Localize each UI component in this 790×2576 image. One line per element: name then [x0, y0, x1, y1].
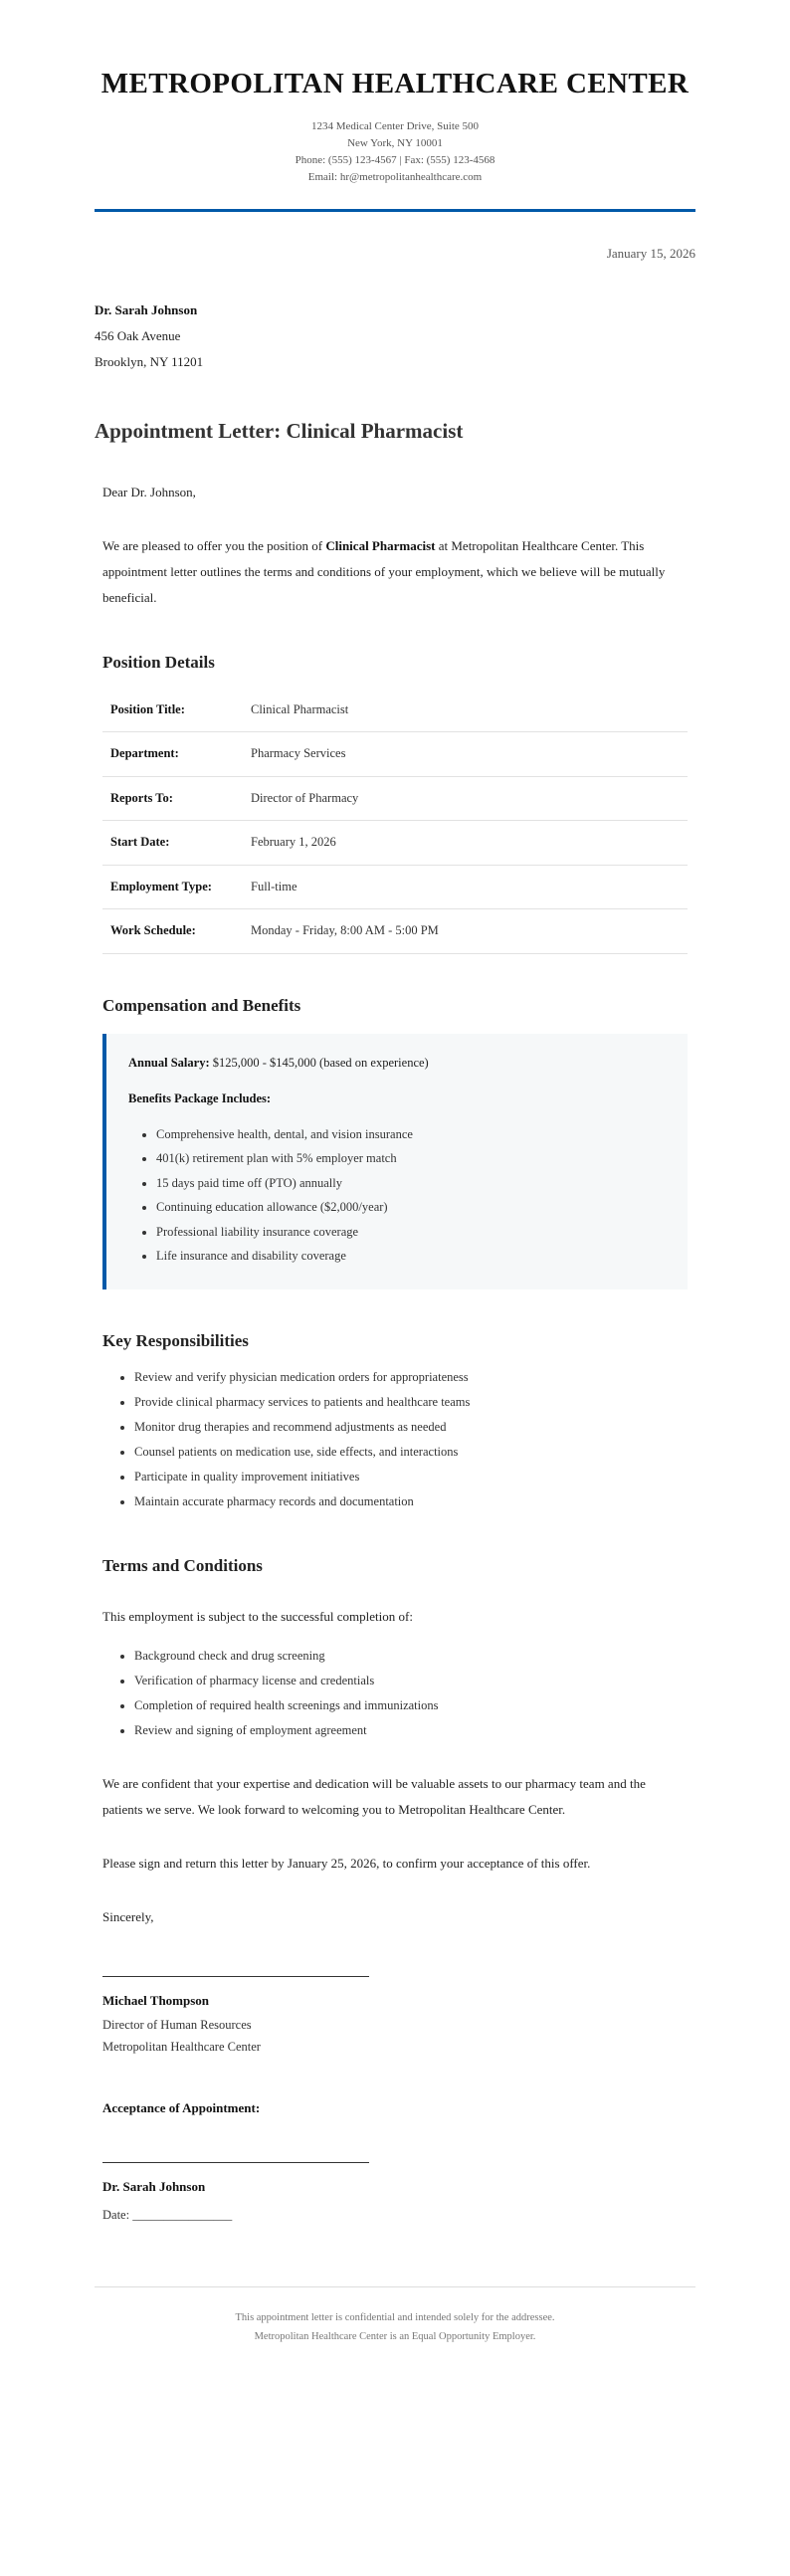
section-heading-position-details: Position Details [102, 652, 215, 672]
footer-eeo-notice: Metropolitan Healthcare Center is an Equal Opportunity Employer. [254, 2330, 536, 2342]
detail-label: Reports To: [102, 776, 243, 821]
signature-block [102, 1976, 688, 2059]
recipient-address-block [95, 297, 735, 375]
table-row [102, 909, 688, 954]
recipient-city-state-zip: Brooklyn, NY 11201 [95, 353, 204, 369]
address-line-1: 1234 Medical Center Drive, Suite 500 [310, 120, 480, 133]
benefits-package-label-text: Benefits Package Includes: [128, 1091, 272, 1106]
intro-text-part-1: We are pleased to offer you the position of [102, 537, 326, 553]
salutation: Dear Dr. Johnson, [102, 484, 196, 499]
letter-date: January 15, 2026 [606, 245, 695, 261]
detail-value: Clinical Pharmacist [243, 689, 688, 732]
benefits-list [128, 1122, 666, 1268]
detail-label: Employment Type: [102, 865, 243, 909]
detail-label: Work Schedule: [102, 909, 243, 954]
responsibilities-list [102, 1365, 688, 1514]
intro-paragraph [102, 533, 688, 611]
letterhead [55, 40, 735, 187]
list-item: • Life insurance and disability coverage [156, 1244, 666, 1268]
terms-intro-paragraph: This employment is subject to the successful completion of: [102, 1609, 413, 1625]
section-heading-responsibilities: Key Responsibilities [102, 1331, 249, 1351]
position-details-table [102, 689, 688, 954]
detail-value: Director of Pharmacy [243, 776, 688, 821]
table-row [102, 865, 688, 909]
annual-salary-line [128, 1054, 666, 1073]
acceptance-signature-line[interactable] [102, 2162, 369, 2163]
email-line: Email: hr@metropolitanhealthcare.com [307, 171, 483, 184]
letterhead-divider [95, 209, 695, 212]
document-footer [95, 2286, 695, 2346]
compensation-callout [102, 1034, 688, 1290]
annual-salary-label: Annual Salary: [128, 1055, 210, 1070]
table-row [102, 689, 688, 732]
list-item: • Maintain accurate pharmacy records and documentation [134, 1489, 688, 1514]
list-item: • Background check and drug screening [134, 1644, 688, 1669]
organization-name: METROPOLITAN HEALTHCARE CENTER [100, 68, 690, 99]
benefits-package-label [128, 1090, 666, 1108]
annual-salary-value: $125,000 - $145,000 (based on experience) [209, 1055, 429, 1070]
letter-subject: Appointment Letter: Clinical Pharmacist [95, 418, 464, 443]
detail-value: Full-time [243, 865, 688, 909]
detail-value: Pharmacy Services [243, 732, 688, 777]
detail-label: Position Title: [102, 689, 243, 732]
detail-value: Monday - Friday, 8:00 AM - 5:00 PM [243, 909, 688, 954]
section-heading-compensation: Compensation and Benefits [102, 995, 301, 1015]
closing-paragraph-2: Please sign and return this letter by January 25, 2026, to confirm your acceptance of this offer. [102, 1856, 591, 1872]
list-item: • 15 days paid time off (PTO) annually [156, 1171, 666, 1195]
list-item: • Verification of pharmacy license and credentials [134, 1669, 688, 1693]
detail-value: February 1, 2026 [243, 821, 688, 866]
intro-position-emphasis: Clinical Pharmacist [325, 537, 436, 553]
acceptance-signature-block [102, 2162, 688, 2227]
list-item: • 401(k) retirement plan with 5% employer match [156, 1146, 666, 1170]
terms-list [102, 1644, 688, 1743]
table-row [102, 732, 688, 777]
acceptor-name: Dr. Sarah Johnson [102, 2178, 206, 2194]
section-heading-terms: Terms and Conditions [102, 1556, 263, 1576]
letter-body [102, 480, 688, 2228]
acceptance-heading: Acceptance of Appointment: [102, 2099, 261, 2115]
footer-confidentiality-notice: This appointment letter is confidential and intended solely for the addressee. [235, 2312, 555, 2324]
signer-name: Michael Thompson [102, 1993, 210, 2009]
table-row [102, 776, 688, 821]
address-line-2: New York, NY 10001 [347, 137, 443, 150]
intro-text-part-2: at Metropolitan Healthcare Center. This appointment letter outlines the terms and conditions of your employment, which we believe will be mutually beneficial. [102, 537, 666, 605]
phone-fax-line: Phone: (555) 123-4567 | Fax: (555) 123-4568 [295, 154, 495, 167]
signer-title: Director of Human Resources [102, 2017, 252, 2032]
acceptance-date-field[interactable]: Date: ________________ [102, 2207, 233, 2222]
recipient-street: 456 Oak Avenue [95, 327, 181, 343]
list-item: • Review and verify physician medication orders for appropriateness [134, 1365, 688, 1390]
list-item: • Participate in quality improvement initiatives [134, 1465, 688, 1489]
list-item: • Provide clinical pharmacy services to patients and healthcare teams [134, 1390, 688, 1415]
signature-line [102, 1976, 369, 1977]
detail-label: Department: [102, 732, 243, 777]
list-item: • Counsel patients on medication use, side effects, and interactions [134, 1440, 688, 1465]
list-item: • Comprehensive health, dental, and vision insurance [156, 1122, 666, 1146]
list-item: • Review and signing of employment agreement [134, 1718, 688, 1743]
list-item: • Continuing education allowance ($2,000/year) [156, 1195, 666, 1219]
list-item: • Monitor drug therapies and recommend adjustments as needed [134, 1415, 688, 1440]
recipient-name: Dr. Sarah Johnson [95, 301, 198, 317]
closing-paragraph-1: We are confident that your expertise and dedication will be valuable assets to our pharmacy team and the patients we serve. We look forward to welcoming you to Metropolitan Healthcare Center. [102, 1776, 646, 1818]
sincerely-line: Sincerely, [102, 1909, 154, 1925]
list-item: • Professional liability insurance coverage [156, 1220, 666, 1244]
table-row [102, 821, 688, 866]
detail-label: Start Date: [102, 821, 243, 866]
list-item: • Completion of required health screenings and immunizations [134, 1693, 688, 1718]
signer-organization: Metropolitan Healthcare Center [102, 2040, 261, 2055]
